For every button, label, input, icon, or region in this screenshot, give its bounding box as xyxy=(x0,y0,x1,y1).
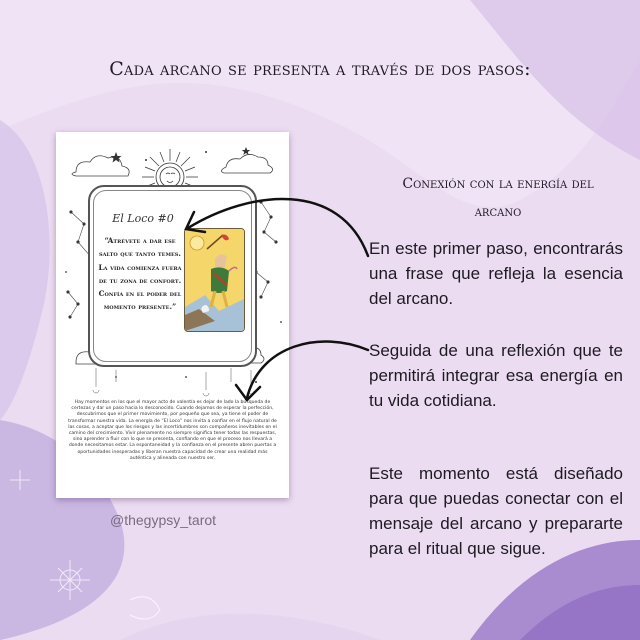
arcana-name: El Loco #0 xyxy=(112,212,174,225)
step-paragraph-3: Este momento está diseñado para que puedas conectar con el mensaje del arcano y prepararte para el ritual que sigue. xyxy=(369,464,623,558)
step-paragraph-1: En este primer paso, encontrarás una frase que refleja la esencia del arcano. xyxy=(369,239,623,308)
step-heading: Conexión con la energía del arcano xyxy=(402,176,594,220)
author-handle: @thegypsy_tarot xyxy=(110,512,217,528)
arrow-to-reflection xyxy=(247,341,368,398)
arrow-head-1 xyxy=(186,212,205,232)
arcana-quote: “Atrévete a dar ese salto que tanto temes. La vida comienza fuera de tu zona de confort. Confía en el poder del momento presente.” xyxy=(98,236,182,312)
arcana-reflection: Hay momentos en los que el mayor acto de valentía es dejar de lado la búsqueda de certezas y dar un paso hacia lo desconocido. Cuando dejamos de esperar la perfección, descubrimos que el primer movimiento, por pequeño que sea, ya tiene el poder de transformar nuestra vida. La energía de “El Loco” nos invita a confiar en el flujo natural de las cosas, a aceptar que los riesgos y las incertidumbres son compañeros inevitables en el camino del crecimiento. Vivir plenamente no siempre significa tener todas las respuestas, sino aprender a fluir con lo que se presenta, confiando en que el proceso nos llevará a donde necesitamos estar. La espontaneidad y la confianza en el presente abren puertas a oportunidades inesperadas y liberan nuestra capacidad de crear una realidad más auténtica y alineada con nuestro ser. xyxy=(68,400,277,461)
page-title: Cada arcano se presenta a través de dos pasos: xyxy=(109,58,531,80)
step-paragraph-2: Seguida de una reflexión que te permitirá integrar esa energía en tu vida cotidiana. xyxy=(369,341,623,410)
arrow-to-quote xyxy=(188,199,368,256)
